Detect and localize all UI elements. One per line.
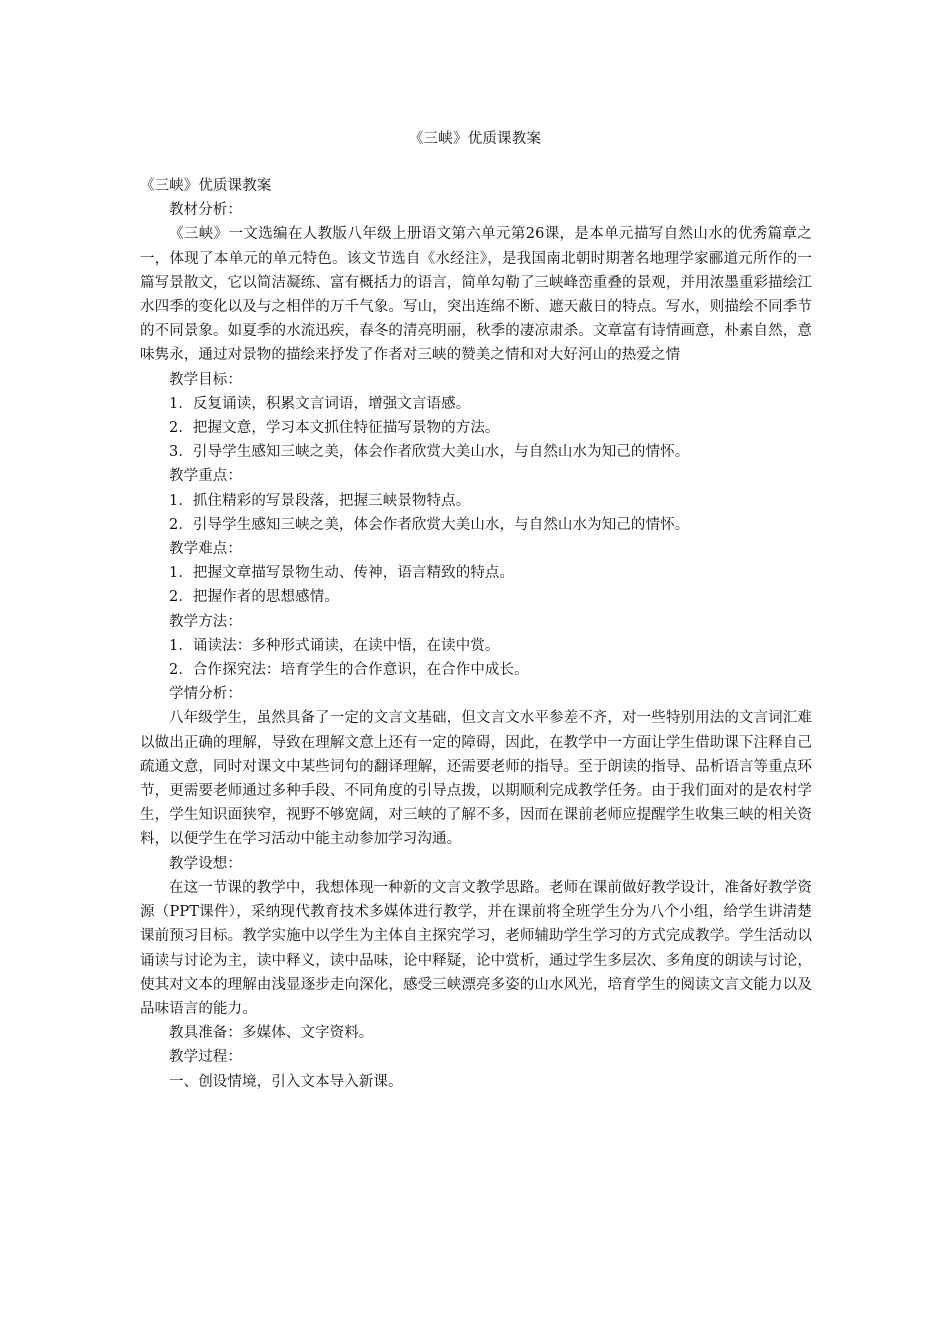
- section-label-teaching-goals: 教学目标：: [169, 371, 242, 388]
- section-label-teaching-difficulties: 教学难点：: [169, 541, 242, 558]
- list-item: 2．把握作者的思想感情。: [169, 589, 339, 606]
- section-label-teaching-focus: 教学重点：: [169, 468, 242, 485]
- document-title: 《三峡》优质课教案: [408, 131, 542, 147]
- section-label-teaching-process: 教学过程：: [169, 1049, 242, 1066]
- paragraph-student-analysis: 八年级学生，虽然具备了一定的文言文基础，但文言文水平参差不齐，对一些特别用法的文言词汇难以做出正确的理解，导致在理解文意上还有一定的障碍，因此，在教学中一方面让学生借助课下注释自己疏通文意，同时对课文中某些词句的翻译理解，还需要老师的指导。至于朗读的指导、品析语言等重点环节，更需要老师通过多种手段、不同角度的引导点拨，以期顺利完成教学任务。由于我们面对的是农村学生，学生知识面狭窄，视野不够宽阔，对三峡的了解不多，因而在课前老师应提醒学生收集三峡的相关资料，以便学生在学习活动中能主动参加学习沟通。: [140, 710, 812, 848]
- paragraph-step-one: 一、创设情境，引入文本导入新课。: [169, 1073, 403, 1090]
- list-item: 2．合作探究法：培育学生的合作意识，在合作中成长。: [169, 662, 529, 679]
- list-item: 2．把握文意，学习本文抓住特征描写景物的方法。: [169, 420, 500, 437]
- section-label-textbook-analysis: 教材分析：: [169, 202, 242, 219]
- list-item: 2．引导学生感知三峡之美，体会作者欣赏大美山水，与自然山水为知己的情怀。: [169, 516, 690, 533]
- section-label-teaching-methods: 教学方法：: [169, 613, 242, 630]
- list-item: 1．诵读法：多种形式诵读，在读中悟，在读中赏。: [169, 637, 500, 654]
- section-label-teaching-plan: 教学设想：: [169, 855, 242, 872]
- document-heading: 《三峡》优质课教案: [140, 178, 272, 194]
- section-label-student-analysis: 学情分析：: [169, 686, 242, 703]
- list-item: 3．引导学生感知三峡之美，体会作者欣赏大美山水，与自然山水为知己的情怀。: [169, 444, 690, 461]
- paragraph-textbook-analysis: 《三峡》一文选编在人教版八年级上册语文第六单元第26课，是本单元描写自然山水的优秀篇章之一，体现了本单元的单元特色。该文节选自《水经注》，是我国南北朝时期著名地理学家郦道元所作的一篇写景散文，它以简洁凝练、富有概括力的语言，简单勾勒了三峡峰峦重叠的景观，并用浓墨重彩描绘江水四季的变化以及与之相伴的万千气象。写山，突出连绵不断、遮天蔽日的特点。写水，则描绘不同季节的不同景象。如夏季的水流迅疾，春冬的清亮明丽，秋季的凄凉肃杀。文章富有诗情画意，朴素自然，意味隽永，通过对景物的描绘来抒发了作者对三峡的赞美之情和对大好河山的热爱之情: [140, 226, 812, 364]
- list-item: 1．反复诵读，积累文言词语，增强文言语感。: [169, 395, 471, 412]
- paragraph-teaching-plan: 在这一节课的教学中，我想体现一种新的文言文教学思路。老师在课前做好教学设计，准备好教学资源（PPT课件），采纳现代教育技术多媒体进行教学，并在课前将全班学生分为八个小组，给学生讲清楚课前预习目标。教学实施中以学生为主体自主探究学习，老师辅助学生学习的方式完成教学。学生活动以诵读与讨论为主，读中释义，读中品味，论中释疑，论中赏析，通过学生多层次、多角度的朗读与讨论，使其对文本的理解由浅显逐步走向深化，感受三峡漂亮多姿的山水风光，培育学生的阅读文言文能力以及品味语言的能力。: [140, 879, 812, 1017]
- document-body: [140, 174, 812, 1094]
- list-item: 1．抓住精彩的写景段落，把握三峡景物特点。: [169, 492, 471, 509]
- list-item: 1．把握文章描写景物生动、传神，语言精致的特点。: [169, 565, 515, 582]
- paragraph-teaching-aids: 教具准备：多媒体、文字资料。: [169, 1025, 374, 1042]
